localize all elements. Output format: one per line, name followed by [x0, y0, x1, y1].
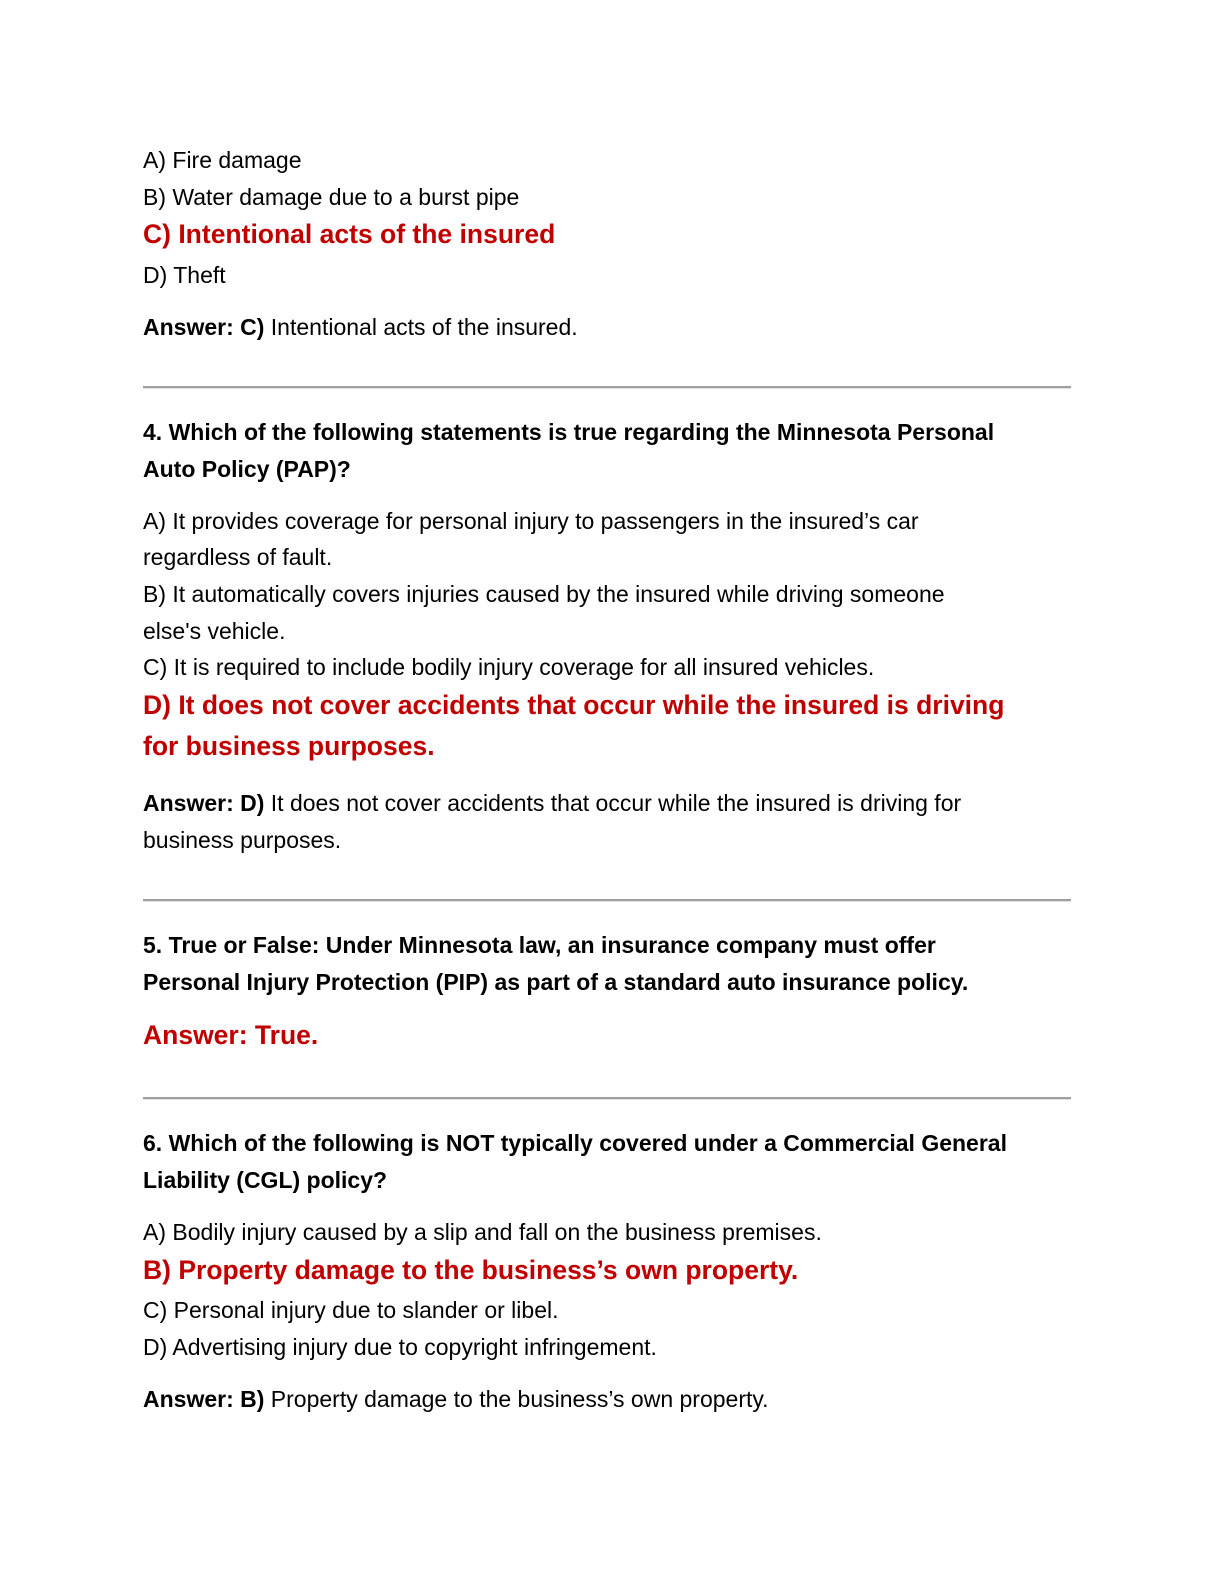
- q4-option-b-line2: else's vehicle.: [143, 618, 286, 644]
- q4-option-a-line1: A) It provides coverage for personal injury to passengers in the insured’s car: [143, 508, 919, 534]
- q4-option-d-correct-line2: for business purposes.: [143, 731, 435, 761]
- q5-question-line2: Personal Injury Protection (PIP) as part of a standard auto insurance policy.: [143, 969, 969, 995]
- q3-option-a: A) Fire damage: [143, 147, 302, 173]
- q4-question-line1: 4. Which of the following statements is true regarding the Minnesota Personal: [143, 419, 995, 445]
- q6-question-line2: Liability (CGL) policy?: [143, 1167, 388, 1193]
- q6-option-a: A) Bodily injury caused by a slip and fall on the business premises.: [143, 1219, 822, 1245]
- q4-answer-line1: [143, 788, 961, 818]
- q3-answer-text: Intentional acts of the insured.: [264, 314, 578, 340]
- q6-option-c: C) Personal injury due to slander or libel.: [143, 1297, 559, 1323]
- q3-answer: [143, 312, 578, 342]
- q6-question-line1: 6. Which of the following is NOT typically covered under a Commercial General: [143, 1130, 1007, 1156]
- q3-answer-label: Answer: C): [143, 314, 265, 340]
- q4-answer-line2: business purposes.: [143, 827, 342, 853]
- q3-option-d: D) Theft: [143, 262, 226, 288]
- q4-option-c: C) It is required to include bodily injury coverage for all insured vehicles.: [143, 654, 875, 680]
- q4-option-a-line2: regardless of fault.: [143, 544, 333, 570]
- q3-option-b: B) Water damage due to a burst pipe: [143, 184, 520, 210]
- q4-option-d-correct-line1: D) It does not cover accidents that occur while the insured is driving: [143, 690, 1005, 720]
- q3-option-c-correct: C) Intentional acts of the insured: [143, 219, 556, 249]
- q6-answer-text: Property damage to the business’s own property.: [264, 1386, 769, 1412]
- q5-question-line1: 5. True or False: Under Minnesota law, an insurance company must offer: [143, 932, 936, 958]
- divider: [143, 899, 1071, 902]
- q4-question-line2: Auto Policy (PAP)?: [143, 456, 351, 482]
- divider: [143, 1097, 1071, 1100]
- q6-option-d: D) Advertising injury due to copyright infringement.: [143, 1334, 657, 1360]
- q4-answer-label: Answer: D): [143, 790, 265, 816]
- q4-option-b-line1: B) It automatically covers injuries caused by the insured while driving someone: [143, 581, 945, 607]
- q6-answer: [143, 1384, 769, 1414]
- q6-answer-label: Answer: B): [143, 1386, 265, 1412]
- q5-answer-correct: Answer: True.: [143, 1020, 319, 1050]
- q4-answer-text: It does not cover accidents that occur while the insured is driving for: [264, 790, 962, 816]
- q6-option-b-correct: B) Property damage to the business’s own property.: [143, 1255, 799, 1285]
- divider: [143, 386, 1071, 389]
